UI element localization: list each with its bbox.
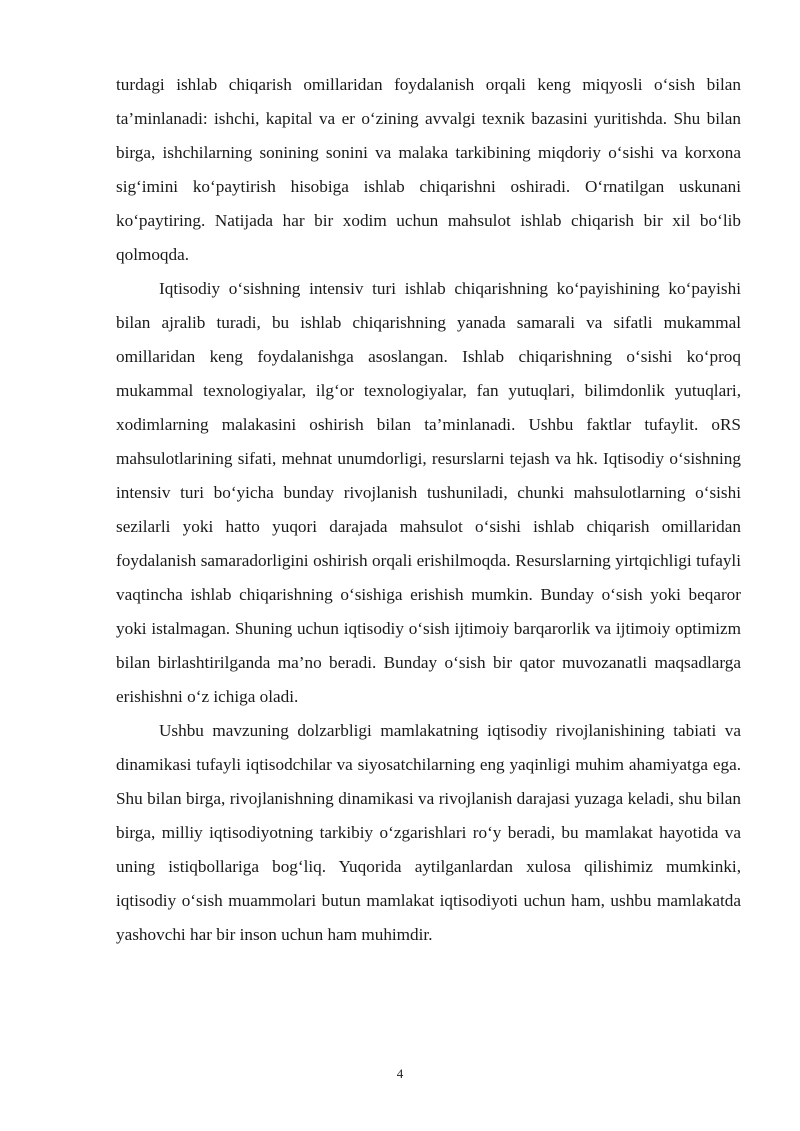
paragraph-topic-relevance: Ushbu mavzuning dolzarbligi mamlakatning iqtisodiy rivojlanishining tabiati va dinamikasi tufayli iqtisodchilar va siyosatchilarning eng yaqinligi muhim ahamiyatga ega. Shu bilan birga, rivojlanishning dinamikasi va rivojlanish darajasi yuzaga keladi, shu bilan birga, milliy iqtisodiyotning tarkibiy o‘zgarishlari ro‘y beradi, bu mamlakat hayotida va uning istiqbollariga bog‘liq. Yuqorida aytilganlardan xulosa qilishimiz mumkinki, iqtisodiy o‘sish muammolari butun mamlakat iqtisodiyoti uchun ham, ushbu mamlakatda yashovchi har bir inson uchun ham muhimdir. xyxy=(116,721,741,944)
paragraph-intensive-growth: Iqtisodiy o‘sishning intensiv turi ishlab chiqarishning ko‘payishining ko‘payishi bilan ajralib turadi, bu ishlab chiqarishning yanada samarali va sifatli mukammal omillaridan keng foydalanishga asoslangan. Ishlab chiqarishning o‘sishi ko‘proq mukammal texnologiyalar, ilg‘or texnologiyalar, fan yutuqlari, bilimdonlik yutuqlari, xodimlarning malakasini oshirish bilan ta’minlanadi. Ushbu faktlar tufaylit. oRS mahsulotlarining sifati, mehnat unumdorligi, resurslarni tejash va hk. Iqtisodiy o‘sishning intensiv turi bo‘yicha bunday rivojlanish tushuniladi, chunki mahsulotlarning o‘sishi sezilarli yoki hatto yuqori darajada mahsulot o‘sishi ishlab chiqarish omillaridan foydalanish samaradorligini oshirish orqali erishilmoqda. Resurslarning yirtqichligi tufayli vaqtincha ishlab chiqarishning o‘sishiga erishish mumkin. Bunday o‘sish yoki beqaror yoki istalmagan. Shuning uchun iqtisodiy o‘sish ijtimoiy barqarorlik va ijtimoiy optimizm bilan birlashtirilganda ma’no beradi. Bunday o‘sish bir qator muvozanatli maqsadlarga erishishni o‘z ichiga oladi. xyxy=(116,279,741,706)
page-number: 4 xyxy=(396,1066,404,1081)
document-page xyxy=(116,68,741,952)
paragraph-continuation: turdagi ishlab chiqarish omillaridan foydalanish orqali keng miqyosli o‘sish bilan ta’minlanadi: ishchi, kapital va er o‘zining avvalgi texnik bazasini yuritishda. Shu bilan birga, ishchilarning sonining sonini va malaka tarkibining miqdoriy o‘sishi va korxona sig‘imini ko‘paytirish hisobiga ishlab chiqarishni oshiradi. O‘rnatilgan uskunani ko‘paytiring. Natijada har bir xodim uchun mahsulot ishlab chiqarish bir xil bo‘lib qolmoqda. xyxy=(116,75,741,264)
